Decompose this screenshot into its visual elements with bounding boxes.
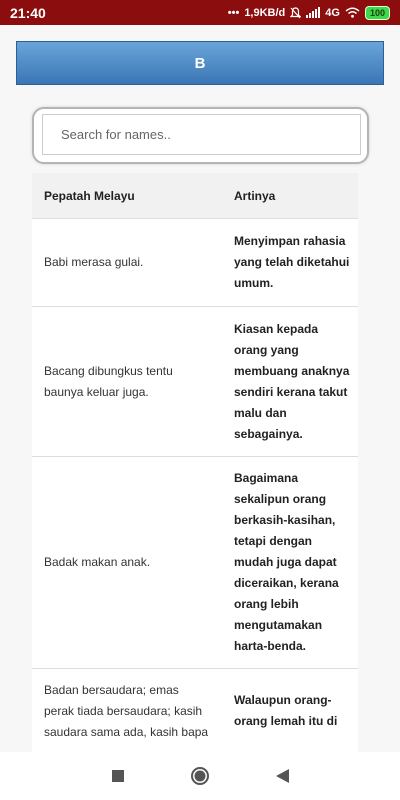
artinya-cell: Bagaimana sekalipun orang berkasih-kasihan, tetapi dengan mudah juga dapat diceraikan, kerana orang lebih mengutamakan harta-benda.: [234, 471, 339, 653]
status-icons: [228, 6, 390, 20]
status-time: 21:40: [10, 4, 46, 21]
search-container: [32, 107, 369, 164]
table-header: [32, 173, 358, 219]
table-row[interactable]: [32, 307, 358, 457]
page-title: B: [194, 54, 206, 72]
wifi-icon: [345, 7, 360, 18]
table-row[interactable]: [32, 457, 358, 669]
app-header: [16, 41, 384, 85]
net-speed: 1,9KB/d: [244, 6, 286, 19]
back-button[interactable]: [272, 766, 292, 786]
navigation-bar: [0, 752, 400, 800]
status-bar: [0, 0, 400, 25]
battery-icon: 100: [365, 6, 390, 20]
signal-icon: [306, 7, 320, 18]
pepatah-cell: Babi merasa gulai.: [44, 255, 144, 269]
pepatah-cell: Badak makan anak.: [44, 555, 151, 569]
search-input[interactable]: [42, 114, 361, 155]
pepatah-cell: Bacang dibungkus tentu baunya keluar juga.: [44, 363, 173, 399]
artinya-cell: Menyimpan rahasia yang telah diketahui umum.: [234, 234, 350, 290]
home-button[interactable]: [190, 766, 210, 786]
column-header-artinya: Artinya: [234, 188, 276, 203]
recents-button[interactable]: [108, 766, 128, 786]
network-type: 4G: [325, 6, 340, 19]
home-circle-icon: [190, 766, 210, 786]
table-row[interactable]: [32, 219, 358, 307]
artinya-cell: Walaupun orang-orang lemah itu di: [234, 693, 338, 728]
column-header-pepatah: Pepatah Melayu: [44, 188, 135, 203]
table-row[interactable]: [32, 669, 358, 753]
artinya-cell: Kiasan kepada orang yang membuang anaknya sendiri kerana takut malu dan sebagainya.: [234, 321, 350, 441]
mute-bell-icon: [290, 7, 301, 19]
notification-dots-icon: •••: [227, 6, 240, 19]
pepatah-cell: Badan bersaudara; emas perak tiada bersaudara; kasih saudara sama ada, kasih bapa: [44, 683, 209, 739]
recents-square-icon: [112, 770, 124, 782]
proverb-table: [32, 173, 358, 753]
back-triangle-icon: [276, 769, 289, 783]
